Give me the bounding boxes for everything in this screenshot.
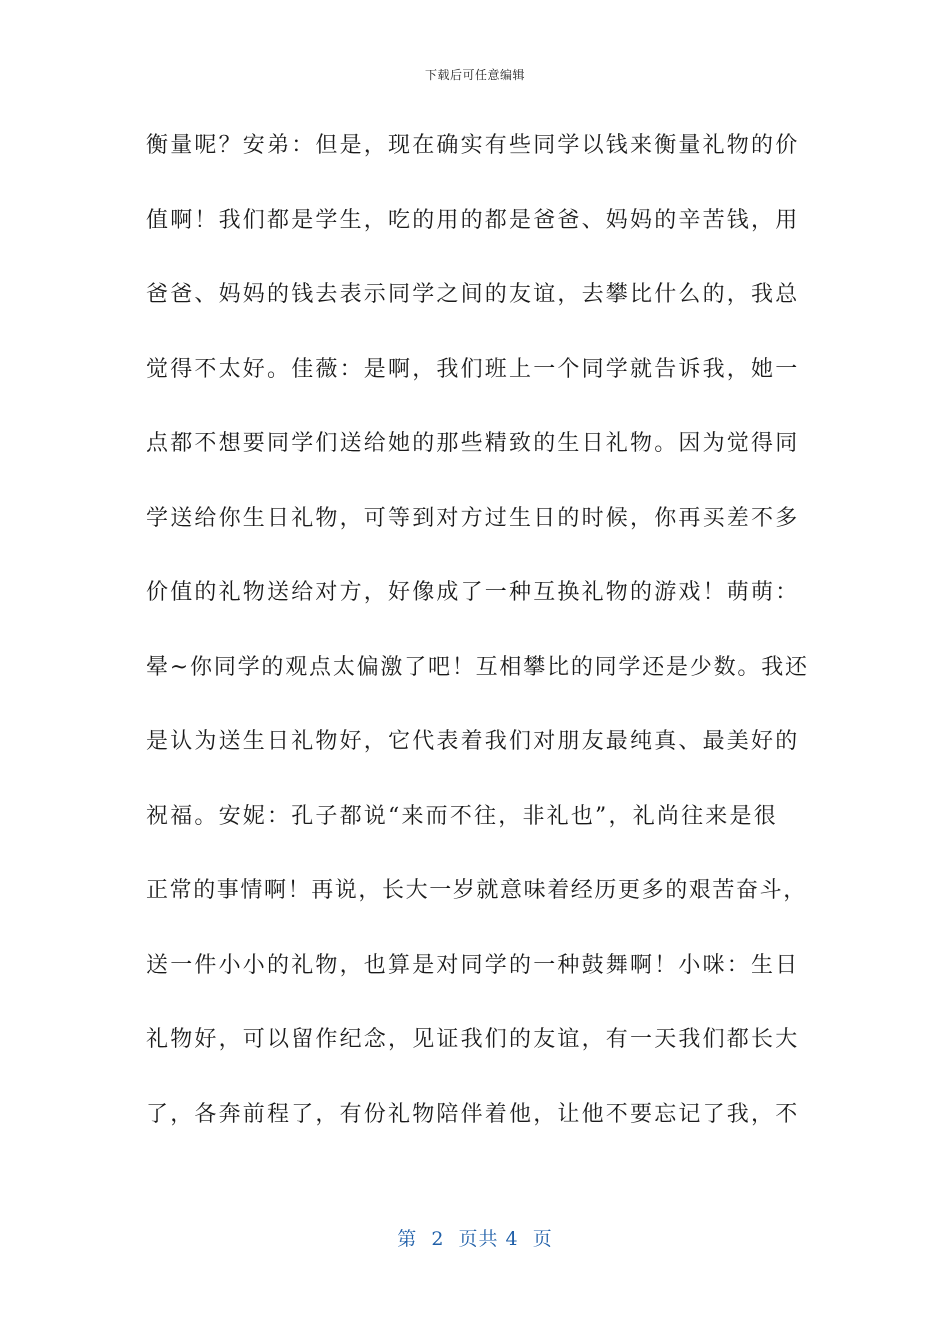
text-line: 礼物好，可以留作纪念，见证我们的友谊，有一天我们都长大	[146, 1027, 800, 1052]
text-line: 觉得不太好。佳薇：是啊，我们班上一个同学就告诉我，她一	[146, 356, 800, 382]
text-line: 送一件小小的礼物，也算是对同学的一种鼓舞啊！小咪：生日	[146, 952, 800, 978]
text-line: 祝福。安妮：孔子都说“来而不往，非礼也”，礼尚往来是很	[146, 803, 778, 829]
text-line: 爸爸、妈妈的钱去表示同学之间的友谊，去攀比什么的，我总	[146, 282, 800, 307]
page-number: 第 2 页共 4 页	[397, 1228, 553, 1250]
text-line: 值啊！我们都是学生，吃的用的都是爸爸、妈妈的辛苦钱，用	[146, 207, 800, 233]
text-line: 衡量呢？安弟：但是，现在确实有些同学以钱来衡量礼物的价	[146, 133, 800, 158]
text-line: 正常的事情啊！再说，长大一岁就意味着经历更多的艰苦奋斗，	[146, 878, 807, 903]
body-text	[146, 114, 808, 1157]
text-line: 是认为送生日礼物好，它代表着我们对朋友最纯真、最美好的	[146, 729, 800, 754]
text-line: 了，各奔前程了，有份礼物陪伴着他，让他不要忘记了我，不	[146, 1101, 800, 1127]
text-line: 点都不想要同学们送给她的那些精致的生日礼物。因为觉得同	[146, 431, 800, 456]
text-line: 学送给你生日礼物，可等到对方过生日的时候，你再买差不多	[146, 505, 800, 531]
text-line: 晕~你同学的观点太偏激了吧！互相攀比的同学还是少数。我还	[146, 654, 809, 680]
text-line: 价值的礼物送给对方，好像成了一种互换礼物的游戏！萌萌：	[146, 580, 800, 605]
header-note: 下载后可任意编辑	[424, 68, 525, 82]
